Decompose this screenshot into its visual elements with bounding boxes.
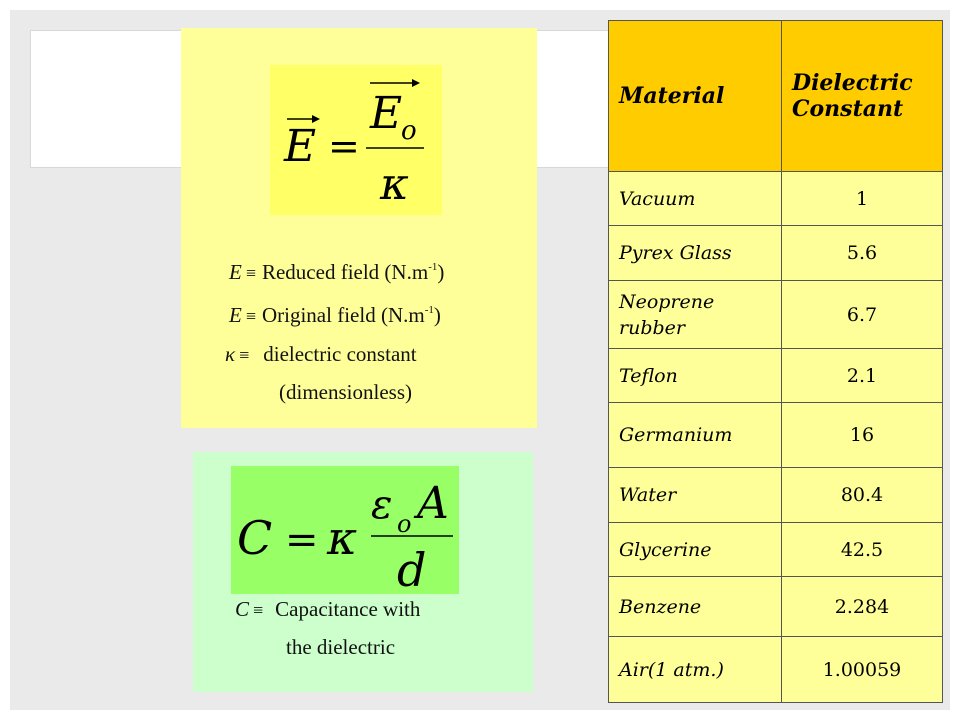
- table-row: [609, 577, 943, 637]
- cell-material: Germanium: [609, 403, 782, 468]
- table-row: [609, 172, 943, 226]
- definition-symbol: E: [229, 303, 242, 327]
- cell-value: 1: [782, 172, 943, 226]
- cap-kappa: κ: [327, 511, 358, 565]
- dielectric-constant-table: [608, 20, 943, 703]
- field-formula-box: [270, 65, 442, 215]
- definition-symbol: E: [229, 260, 242, 284]
- definition-text: Reduced field (N.m: [261, 260, 429, 284]
- definition-paren: ): [433, 303, 441, 327]
- cell-material: Glycerine: [609, 523, 782, 577]
- table-row: [609, 226, 943, 281]
- cell-value: 2.1: [782, 349, 943, 403]
- cell-material: Water: [609, 468, 782, 523]
- table-row: [609, 403, 943, 468]
- field-definition-dimensionless: [279, 380, 412, 405]
- equiv-sign: ≡: [239, 345, 250, 365]
- field-equals: =: [328, 124, 360, 168]
- cell-material: Air(1 atm.): [609, 637, 782, 703]
- definition-paren: ): [437, 260, 445, 284]
- cap-epsilon-sub: o: [397, 510, 412, 538]
- cell-material: Teflon: [609, 349, 782, 403]
- table-header-row: [609, 21, 943, 172]
- header-material: Material: [609, 21, 782, 172]
- table-row: [609, 523, 943, 577]
- field-definition-original: [229, 303, 441, 328]
- field-numerator: E: [370, 88, 403, 139]
- cap-area: A: [417, 478, 449, 529]
- field-numerator-sub: o: [401, 116, 417, 146]
- field-formula-panel: [181, 28, 537, 428]
- header-dielectric-constant: Dielectric Constant: [782, 21, 943, 172]
- cell-value: 42.5: [782, 523, 943, 577]
- field-definition-kappa: [225, 342, 417, 367]
- cell-material: Pyrex Glass: [609, 226, 782, 281]
- cell-value: 16: [782, 403, 943, 468]
- cell-value: 80.4: [782, 468, 943, 523]
- equiv-sign: ≡: [245, 306, 256, 326]
- cap-lhs: C: [237, 511, 273, 565]
- capacitance-formula-box: [231, 466, 459, 594]
- definition-exponent: -1: [428, 261, 438, 273]
- definition-symbol: C: [235, 597, 250, 621]
- table-row: [609, 349, 943, 403]
- cap-epsilon: ε: [371, 482, 393, 528]
- equiv-sign: ≡: [245, 263, 256, 283]
- table-row: [609, 637, 943, 703]
- equiv-sign: ≡: [253, 600, 264, 620]
- cap-definition-line-2: [286, 635, 395, 660]
- cell-value: 5.6: [782, 226, 943, 281]
- definition-symbol: κ: [225, 342, 236, 366]
- cell-value: 2.284: [782, 577, 943, 637]
- field-definition-reduced: [229, 260, 444, 285]
- definition-text: dielectric constant: [263, 342, 417, 366]
- cap-equals: =: [285, 517, 319, 563]
- cap-denominator: d: [397, 543, 427, 594]
- field-denominator: κ: [380, 159, 409, 210]
- cell-value: 1.00059: [782, 637, 943, 703]
- cap-definition-line-1: [235, 597, 420, 622]
- capacitance-formula-panel: [193, 452, 533, 692]
- definition-text: (dimensionless): [279, 380, 412, 404]
- definition-text: Original field (N.m: [261, 303, 425, 327]
- definition-exponent: -1: [424, 304, 434, 316]
- field-formula: [270, 65, 442, 215]
- definition-text: the dielectric: [286, 635, 396, 659]
- field-lhs: E: [284, 121, 317, 172]
- cell-material: Vacuum: [609, 172, 782, 226]
- capacitance-formula: [231, 466, 459, 594]
- cell-material: Neoprene rubber: [609, 281, 782, 349]
- cell-material: Benzene: [609, 577, 782, 637]
- table-row: [609, 281, 943, 349]
- definition-text: Capacitance with: [275, 597, 421, 621]
- cell-value: 6.7: [782, 281, 943, 349]
- table-row: [609, 468, 943, 523]
